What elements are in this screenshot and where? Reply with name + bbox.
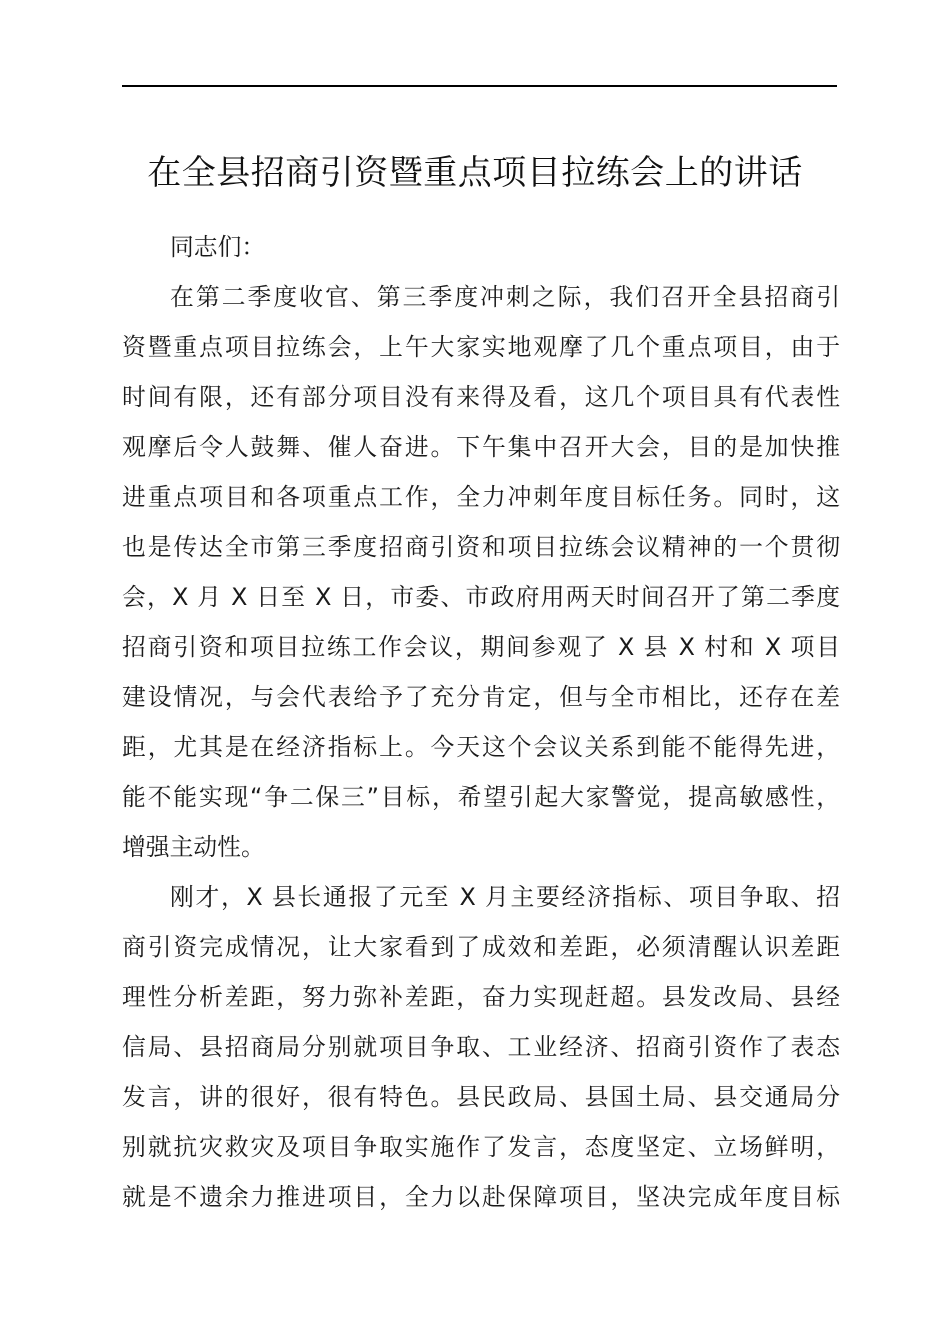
paragraph-2 xyxy=(122,872,840,1222)
text-line: 发言，讲的很好，很有特色。县民政局、县国土局、县交通局分 xyxy=(122,1083,840,1111)
text-line: 就是不遗余力推进项目，全力以赴保障项目，坚决完成年度目标 xyxy=(122,1183,840,1211)
text-line: 信局、县招商局分别就项目争取、工业经济、招商引资作了表态 xyxy=(122,1033,840,1061)
document-title: 在全县招商引资暨重点项目拉练会上的讲话 xyxy=(147,153,803,193)
text-line: 理性分析差距，努力弥补差距，奋力实现赶超。县发改局、县经 xyxy=(122,983,840,1011)
text-line: 时间有限，还有部分项目没有来得及看，这几个项目具有代表性 xyxy=(122,383,840,411)
text-line: 观摩后令人鼓舞、催人奋进。下午集中召开大会，目的是加快推 xyxy=(122,433,840,461)
text-line: 刚才，X 县长通报了元至 X 月主要经济指标、项目争取、招 xyxy=(170,883,840,911)
text-line: 距，尤其是在经济指标上。今天这个会议关系到能不能得先进， xyxy=(122,733,840,761)
text-line: 增强主动性。 xyxy=(122,833,265,861)
text-line: 资暨重点项目拉练会，上午大家实地观摩了几个重点项目，由于 xyxy=(122,333,840,361)
text-line: 也是传达全市第三季度招商引资和项目拉练会议精神的一个贯彻 xyxy=(122,533,840,561)
text-line: 进重点项目和各项重点工作，全力冲刺年度目标任务。同时，这 xyxy=(122,483,840,511)
text-line: 招商引资和项目拉练工作会议，期间参观了 X 县 X 村和 X 项目 xyxy=(122,633,840,661)
text-line: 会，X 月 X 日至 X 日，市委、市政府用两天时间召开了第二季度 xyxy=(122,583,840,611)
text-line: 建设情况，与会代表给予了充分肯定，但与全市相比，还存在差 xyxy=(122,683,840,711)
text-line: 能不能实现“争二保三”目标，希望引起大家警觉，提高敏感性， xyxy=(122,783,840,811)
text-line: 别就抗灾救灾及项目争取实施作了发言，态度坚定、立场鲜明， xyxy=(122,1133,840,1161)
text-line: 商引资完成情况，让大家看到了成效和差距，必须清醒认识差距 xyxy=(122,933,840,961)
paragraph-1 xyxy=(122,272,840,872)
document-body xyxy=(122,222,840,1222)
header-rule xyxy=(122,85,837,87)
text-line: 在第二季度收官、第三季度冲刺之际，我们召开全县招商引 xyxy=(170,283,840,311)
salutation: 同志们： xyxy=(170,233,266,261)
